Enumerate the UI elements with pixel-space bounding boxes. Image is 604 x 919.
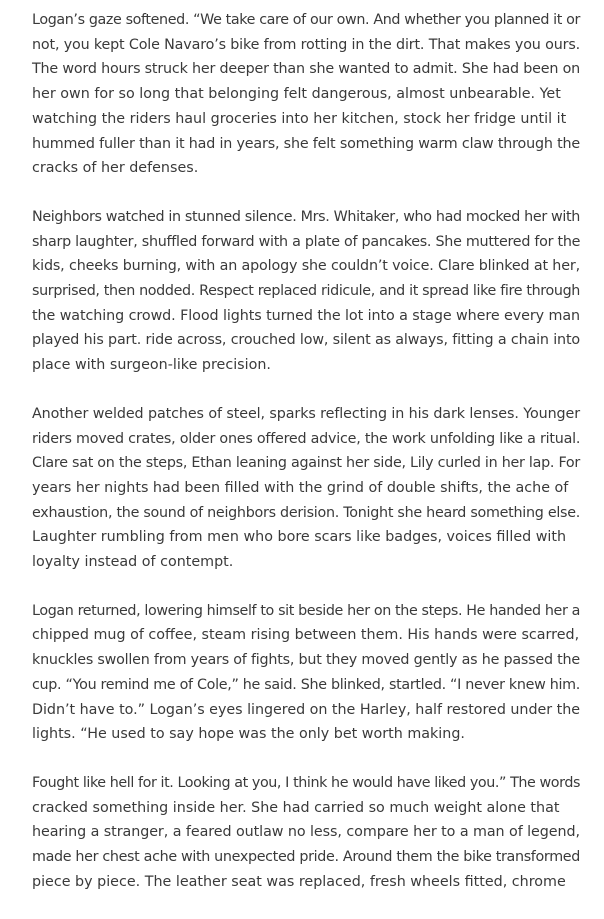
text-line: kids, cheeks burning, with an apology she couldn’t voice. Clare blinked at her, <box>32 258 580 275</box>
text-line: knuckles swollen from years of fights, but they moved gently as he passed the <box>32 652 580 669</box>
text-line: riders moved crates, older ones offered advice, the work unfolding like a ritual. <box>32 430 581 447</box>
paragraph <box>32 205 580 378</box>
text-line: not, you kept Cole Navaro’s bike from rotting in the dirt. That makes you ours. <box>32 36 580 53</box>
text-line: Didn’t have to.” Logan’s eyes lingered on the Harley, half restored under the <box>32 701 580 718</box>
text-line: place with surgeon-like precision. <box>32 357 271 374</box>
text-line: Logan returned, lowering himself to sit beside her on the steps. He handed her a <box>32 602 580 619</box>
text-line: The word hours struck her deeper than she wanted to admit. She had been on <box>32 61 580 78</box>
text-line: sharp laughter, shuffled forward with a plate of pancakes. She muttered for the <box>32 233 581 250</box>
text-line: watching the riders haul groceries into her kitchen, stock her fridge until it <box>32 110 567 127</box>
text-line: cracked something inside her. She had carried so much weight alone that <box>32 799 560 816</box>
text-line: the watching crowd. Flood lights turned the lot into a stage where every man <box>32 307 580 324</box>
text-line: cup. “You remind me of Cole,” he said. She blinked, startled. “I never knew him. <box>32 676 580 693</box>
paragraph <box>32 599 580 747</box>
text-line: years her nights had been filled with the grind of double shifts, the ache of <box>32 479 569 496</box>
text-line: surprised, then nodded. Respect replaced ridicule, and it spread like fire through <box>32 283 580 300</box>
text-line: her own for so long that belonging felt dangerous, almost unbearable. Yet <box>32 86 561 103</box>
text-line: Laughter rumbling from men who bore scars like badges, voices filled with <box>32 529 567 546</box>
text-line: Fought like hell for it. Looking at you, I think he would have liked you.” The words <box>32 774 580 791</box>
text-line: made her chest ache with unexpected pride. Around them the bike transformed <box>32 849 580 866</box>
paragraph <box>32 8 580 181</box>
text-line: chipped mug of coffee, steam rising between them. His hands were scarred, <box>32 627 580 644</box>
text-line: Logan’s gaze softened. “We take care of our own. And whether you planned it or <box>32 12 580 28</box>
text-line: Another welded patches of steel, sparks reflecting in his dark lenses. Younger <box>32 405 580 422</box>
text-line: hearing a stranger, a feared outlaw no less, compare her to a man of legend, <box>32 824 580 841</box>
text-line: cracks of her defenses. <box>32 160 199 177</box>
paragraph <box>32 771 580 895</box>
article-body <box>32 8 580 919</box>
text-line: hummed fuller than it had in years, she felt something warm claw through the <box>32 135 580 152</box>
text-line: played his part. ride across, crouched low, silent as always, fitting a chain into <box>32 332 580 349</box>
text-line: Clare sat on the steps, Ethan leaning against her side, Lily curled in her lap. For <box>32 455 580 472</box>
text-line: Neighbors watched in stunned silence. Mrs. Whitaker, who had mocked her with <box>32 208 580 225</box>
text-line: exhaustion, the sound of neighbors derision. Tonight she heard something else. <box>32 504 580 521</box>
text-line: lights. “He used to say hope was the only bet worth making. <box>32 726 465 743</box>
text-line: piece by piece. The leather seat was replaced, fresh wheels fitted, chrome <box>32 873 566 890</box>
paragraph <box>32 402 580 575</box>
text-line: loyalty instead of contempt. <box>32 554 234 571</box>
